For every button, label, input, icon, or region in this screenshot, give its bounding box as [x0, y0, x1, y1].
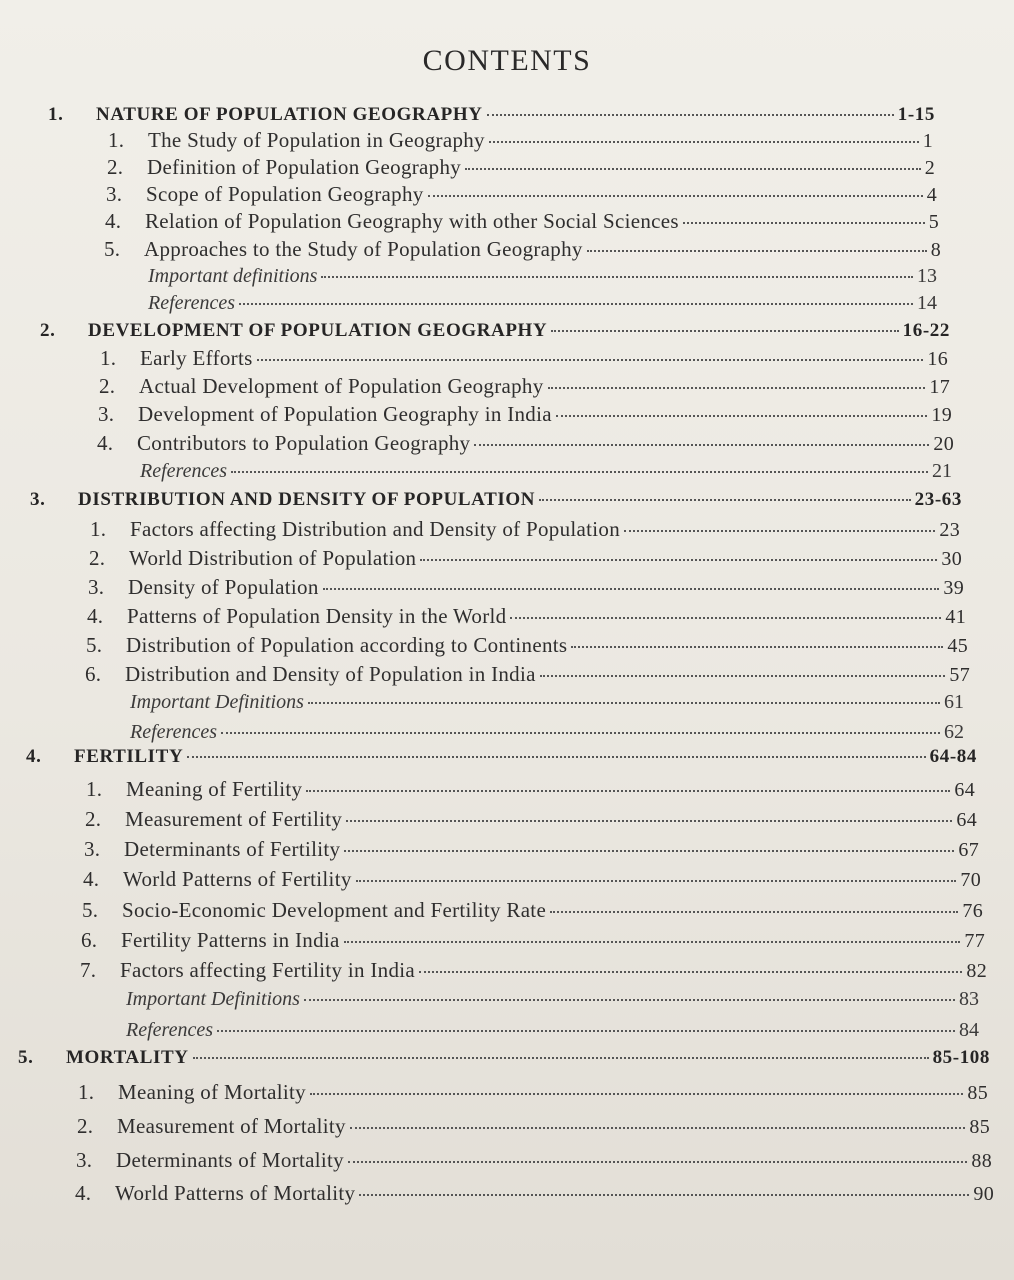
dot-leader: [540, 675, 946, 677]
subentry-page: 62: [944, 721, 964, 743]
chapter-row: [40, 320, 950, 342]
entry-title: Factors affecting Fertility in India: [120, 958, 416, 982]
entry-page: 39: [943, 577, 964, 599]
dot-leader: [359, 1194, 969, 1196]
dot-leader: [683, 222, 925, 224]
entry-title: Density of Population: [128, 575, 319, 599]
entry-number: 6.: [85, 662, 102, 686]
dot-leader: [550, 911, 958, 913]
toc-entry: [106, 182, 937, 207]
dot-leader: [239, 303, 913, 305]
subentry-page: 13: [917, 265, 937, 287]
toc-entry: [80, 958, 987, 983]
dot-leader: [344, 850, 954, 852]
dot-leader: [321, 276, 913, 278]
chapter-row: [48, 104, 935, 126]
entry-page: 88: [971, 1150, 992, 1172]
entry-title: Measurement of Fertility: [125, 807, 343, 831]
toc-entry: [107, 155, 935, 180]
entry-title: Socio-Economic Development and Fertility Rate: [122, 898, 547, 922]
chapter-title: FERTILITY: [74, 746, 184, 767]
entry-title: Factors affecting Distribution and Density of Population: [130, 517, 621, 541]
entry-page: 20: [933, 433, 954, 455]
entry-number: 2.: [99, 374, 116, 398]
chapter-page-range: 1-15: [897, 104, 935, 125]
dot-leader: [356, 880, 957, 882]
entry-number: 5.: [86, 633, 103, 657]
entry-title: Scope of Population Geography: [146, 182, 424, 206]
entry-number: 3.: [98, 402, 115, 426]
toc-entry: [90, 517, 960, 542]
dot-leader: [465, 168, 921, 170]
dot-leader: [193, 1057, 929, 1059]
chapter-page-range: 23-63: [914, 489, 962, 510]
toc-entry: [100, 346, 948, 371]
dot-leader: [551, 330, 898, 332]
entry-page: 30: [941, 548, 962, 570]
entry-title: World Patterns of Fertility: [123, 867, 352, 891]
chapter-number: 3.: [30, 489, 46, 510]
entry-number: 1.: [86, 777, 103, 801]
entry-page: 85: [969, 1116, 990, 1138]
toc-entry: [85, 807, 977, 832]
entry-number: 3.: [76, 1148, 93, 1172]
dot-leader: [323, 588, 940, 590]
chapter-row: [30, 489, 962, 511]
toc-entry: [87, 604, 966, 629]
dot-leader: [474, 444, 929, 446]
chapter-title: NATURE OF POPULATION GEOGRAPHY: [96, 104, 483, 125]
entry-page: 64: [956, 809, 977, 831]
entry-page: 23: [939, 519, 960, 541]
entry-number: 3.: [106, 182, 123, 206]
entry-page: 17: [929, 376, 950, 398]
entry-page: 4: [926, 184, 937, 206]
entry-number: 1.: [78, 1080, 95, 1104]
subentry-page: 21: [932, 460, 952, 482]
toc-entry: [88, 575, 964, 600]
toc-subentry: [148, 265, 937, 288]
entry-number: 4.: [83, 867, 100, 891]
toc-entry: [97, 431, 954, 456]
toc-entry: [98, 402, 952, 427]
entry-page: 67: [958, 839, 979, 861]
entry-page: 5: [928, 211, 939, 233]
entry-title: The Study of Population in Geography: [148, 128, 485, 152]
entry-title: Development of Population Geography in India: [138, 402, 552, 426]
entry-number: 2.: [77, 1114, 94, 1138]
chapter-row: [18, 1047, 990, 1069]
subentry-page: 83: [959, 988, 979, 1010]
entry-number: 4.: [97, 431, 114, 455]
entry-number: 3.: [88, 575, 105, 599]
dot-leader: [231, 471, 928, 473]
chapter-number: 5.: [18, 1047, 34, 1068]
dot-leader: [487, 114, 894, 116]
toc-entry: [86, 633, 968, 658]
entry-title: Patterns of Population Density in the World: [127, 604, 507, 628]
chapter-number: 4.: [26, 746, 42, 767]
entry-page: 45: [947, 635, 968, 657]
toc-entry: [75, 1181, 994, 1206]
entry-title: Meaning of Mortality: [118, 1080, 306, 1104]
entry-number: 2.: [89, 546, 106, 570]
subentry-title: Important definitions: [148, 265, 318, 287]
entry-title: Relation of Population Geography with other Social Sciences: [145, 209, 679, 233]
entry-page: 2: [924, 157, 935, 179]
dot-leader: [217, 1030, 955, 1032]
entry-number: 1.: [100, 346, 117, 370]
dot-leader: [428, 195, 923, 197]
entry-number: 7.: [80, 958, 97, 982]
entry-number: 2.: [107, 155, 124, 179]
toc-entry: [104, 237, 941, 262]
dot-leader: [304, 999, 955, 1001]
dot-leader: [489, 141, 919, 143]
entry-page: 19: [931, 404, 952, 426]
entry-page: 64: [954, 779, 975, 801]
toc-entry: [82, 898, 983, 923]
entry-page: 57: [949, 664, 970, 686]
dot-leader: [571, 646, 943, 648]
dot-leader: [308, 702, 940, 704]
entry-page: 16: [927, 348, 948, 370]
toc-subentry: [140, 460, 952, 483]
chapter-page-range: 64-84: [929, 746, 977, 767]
toc-subentry: [148, 292, 937, 315]
entry-page: 90: [973, 1183, 994, 1205]
page-title: CONTENTS: [422, 44, 592, 77]
entry-number: 4.: [87, 604, 104, 628]
toc-entry: [86, 777, 975, 802]
chapter-page-range: 85-108: [932, 1047, 990, 1068]
dot-leader: [556, 415, 928, 417]
entry-page: 76: [962, 900, 983, 922]
entry-page: 82: [966, 960, 987, 982]
subentry-title: References: [130, 721, 217, 743]
dot-leader: [548, 387, 926, 389]
subentry-title: Important Definitions: [126, 988, 300, 1010]
entry-number: 2.: [85, 807, 102, 831]
entry-title: Fertility Patterns in India: [121, 928, 340, 952]
chapter-number: 2.: [40, 320, 56, 341]
entry-title: Distribution and Density of Population in India: [125, 662, 536, 686]
toc-entry: [99, 374, 950, 399]
chapter-title: DISTRIBUTION AND DENSITY OF POPULATION: [78, 489, 536, 510]
chapter-number: 1.: [48, 104, 64, 125]
entry-title: World Patterns of Mortality: [115, 1181, 356, 1205]
toc-entry: [76, 1148, 992, 1173]
dot-leader: [257, 359, 924, 361]
entry-title: Measurement of Mortality: [117, 1114, 346, 1138]
entry-number: 1.: [108, 128, 125, 152]
toc-entry: [84, 837, 979, 862]
toc-entry: [105, 209, 939, 234]
subentry-title: References: [126, 1019, 213, 1041]
subentry-page: 61: [944, 691, 964, 713]
toc-entry: [89, 546, 962, 571]
entry-page: 70: [960, 869, 981, 891]
dot-leader: [587, 250, 927, 252]
dot-leader: [306, 790, 950, 792]
dot-leader: [624, 530, 935, 532]
entry-title: Meaning of Fertility: [126, 777, 303, 801]
toc-subentry: [130, 721, 964, 744]
chapter-title: DEVELOPMENT OF POPULATION GEOGRAPHY: [88, 320, 548, 341]
dot-leader: [510, 617, 941, 619]
entry-page: 41: [945, 606, 966, 628]
entry-title: Distribution of Population according to Continents: [126, 633, 568, 657]
dot-leader: [348, 1161, 967, 1163]
subentry-title: References: [140, 460, 227, 482]
entry-title: Approaches to the Study of Population Geography: [144, 237, 583, 261]
dot-leader: [310, 1093, 963, 1095]
entry-number: 4.: [105, 209, 122, 233]
entry-number: 5.: [104, 237, 121, 261]
dot-leader: [346, 820, 952, 822]
toc-entry: [85, 662, 970, 687]
entry-title: Determinants of Mortality: [116, 1148, 344, 1172]
subentry-page: 84: [959, 1019, 979, 1041]
toc-entry: [108, 128, 933, 153]
toc-entry: [77, 1114, 990, 1139]
toc-subentry: [126, 1019, 979, 1042]
entry-title: World Distribution of Population: [129, 546, 417, 570]
entry-title: Early Efforts: [140, 346, 253, 370]
chapter-page-range: 16-22: [902, 320, 950, 341]
entry-page: 8: [930, 239, 941, 261]
subentry-title: References: [148, 292, 235, 314]
entry-page: 85: [967, 1082, 988, 1104]
dot-leader: [539, 499, 911, 501]
entry-title: Actual Development of Population Geography: [139, 374, 544, 398]
entry-page: 1: [922, 130, 933, 152]
dot-leader: [420, 559, 937, 561]
entry-title: Contributors to Population Geography: [137, 431, 471, 455]
entry-number: 5.: [82, 898, 99, 922]
dot-leader: [350, 1127, 966, 1129]
entry-title: Definition of Population Geography: [147, 155, 462, 179]
chapter-title: MORTALITY: [66, 1047, 189, 1068]
entry-number: 6.: [81, 928, 98, 952]
toc-subentry: [130, 691, 964, 714]
entry-number: 4.: [75, 1181, 92, 1205]
toc-entry: [81, 928, 985, 953]
toc-entry: [78, 1080, 988, 1105]
toc-subentry: [126, 988, 979, 1011]
chapter-row: [26, 746, 977, 768]
entry-page: 77: [964, 930, 985, 952]
toc-entry: [83, 867, 981, 892]
entry-number: 1.: [90, 517, 107, 541]
entry-number: 3.: [84, 837, 101, 861]
entry-title: Determinants of Fertility: [124, 837, 341, 861]
subentry-page: 14: [917, 292, 937, 314]
dot-leader: [344, 941, 961, 943]
dot-leader: [419, 971, 962, 973]
dot-leader: [187, 756, 925, 758]
dot-leader: [221, 732, 940, 734]
subentry-title: Important Definitions: [130, 691, 304, 713]
